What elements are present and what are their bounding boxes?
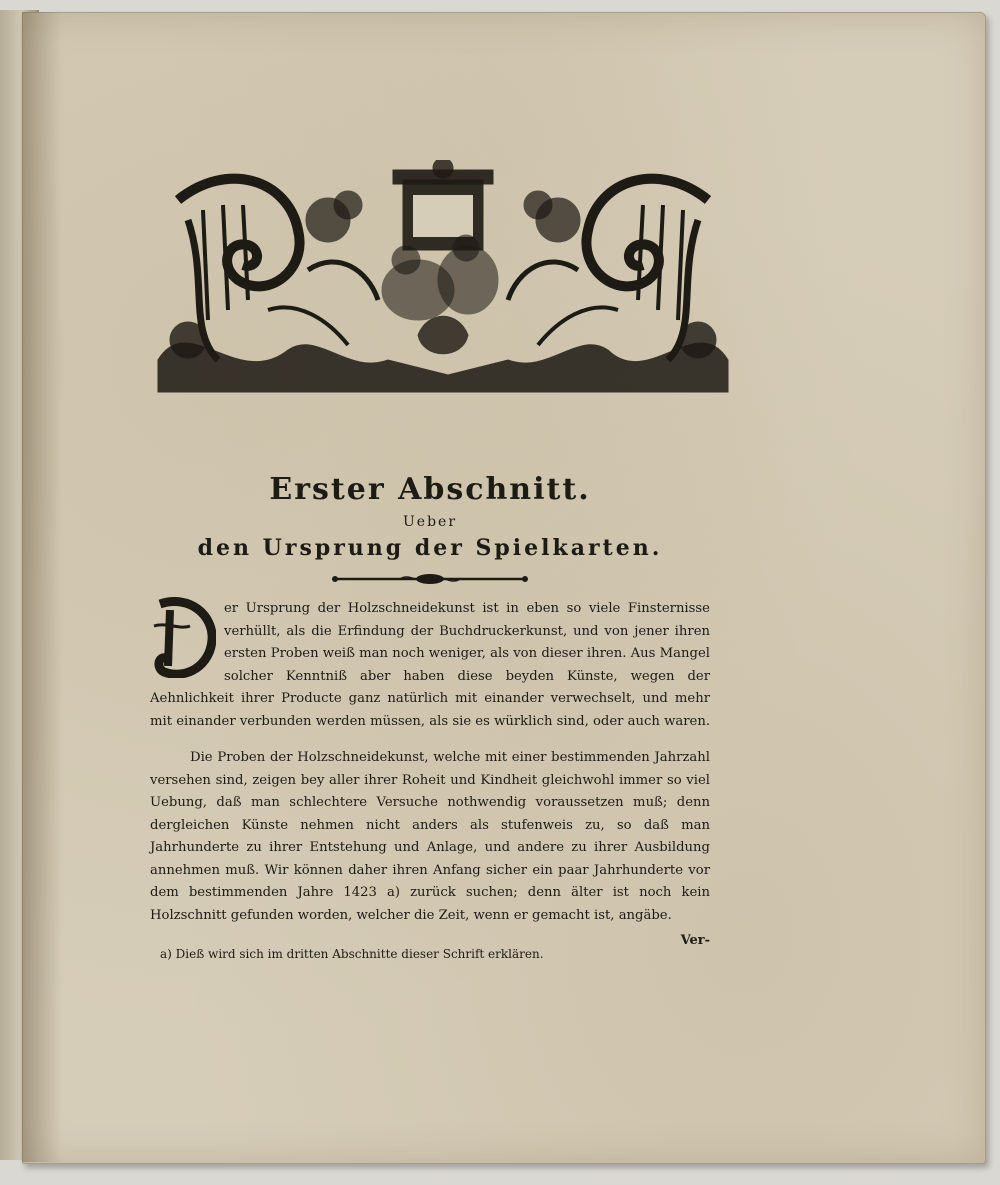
paragraph-1	[150, 598, 710, 733]
paragraph-2: Die Proben der Holzschneidekunst, welche mit einer bestimmenden Jahrzahl versehen sind, zeigen bey aller ihrer Roheit und Kindheit gleichwohl immer so viel Uebung, daß man schlechtere Versuche nothwendig voraussetzen muß; denn dergleichen Künste nehmen nicht anders als stufenweis zu, so daß man Jahrhunderte zu ihrer Entstehung und Anlage, und andere zu ihrer Ausbildung annehmen muß. Wir können daher ihren Anfang sicher ein paar Jahrhunderte vor dem bestimmenden Jahre 1423 a) zurück suchen; denn älter ist noch kein Holzschnitt gefunden worden, welcher die Zeit, wenn er gemacht ist, angäbe.	[150, 750, 710, 923]
chapter-subheading-2: den Ursprung der Spielkarten.	[197, 535, 663, 561]
paragraph-1-text: er Ursprung der Holzschneidekunst ist in eben so viele Finsternisse verhüllt, als die Erfindung der Buchdruckerkunst, und von jener ihren ersten Proben weiß man noch weniger, als von dieser ihren. Aus Mangel solcher Kenntniß aber haben diese beyden Künste, wegen der Aehnlichkeit ihrer Producte ganz natürlich mit einander verwechselt, und mehr mit einander verbunden werden müssen, als sie es würklich sind, oder auch waren.	[150, 601, 711, 729]
footnote: a) Dieß wird sich im dritten Abschnitte dieser Schrift erklären.	[160, 947, 544, 961]
chapter-heading: Erster Abschnitt.	[269, 472, 591, 507]
catchword: Ver-	[680, 933, 710, 948]
rococo-vignette-icon	[148, 160, 738, 400]
gutter-shadow	[22, 12, 62, 1162]
text-block	[150, 470, 710, 964]
chapter-subheading: Ueber	[402, 514, 458, 530]
ornamental-rule-icon	[330, 572, 530, 586]
drop-cap-icon	[150, 596, 216, 678]
